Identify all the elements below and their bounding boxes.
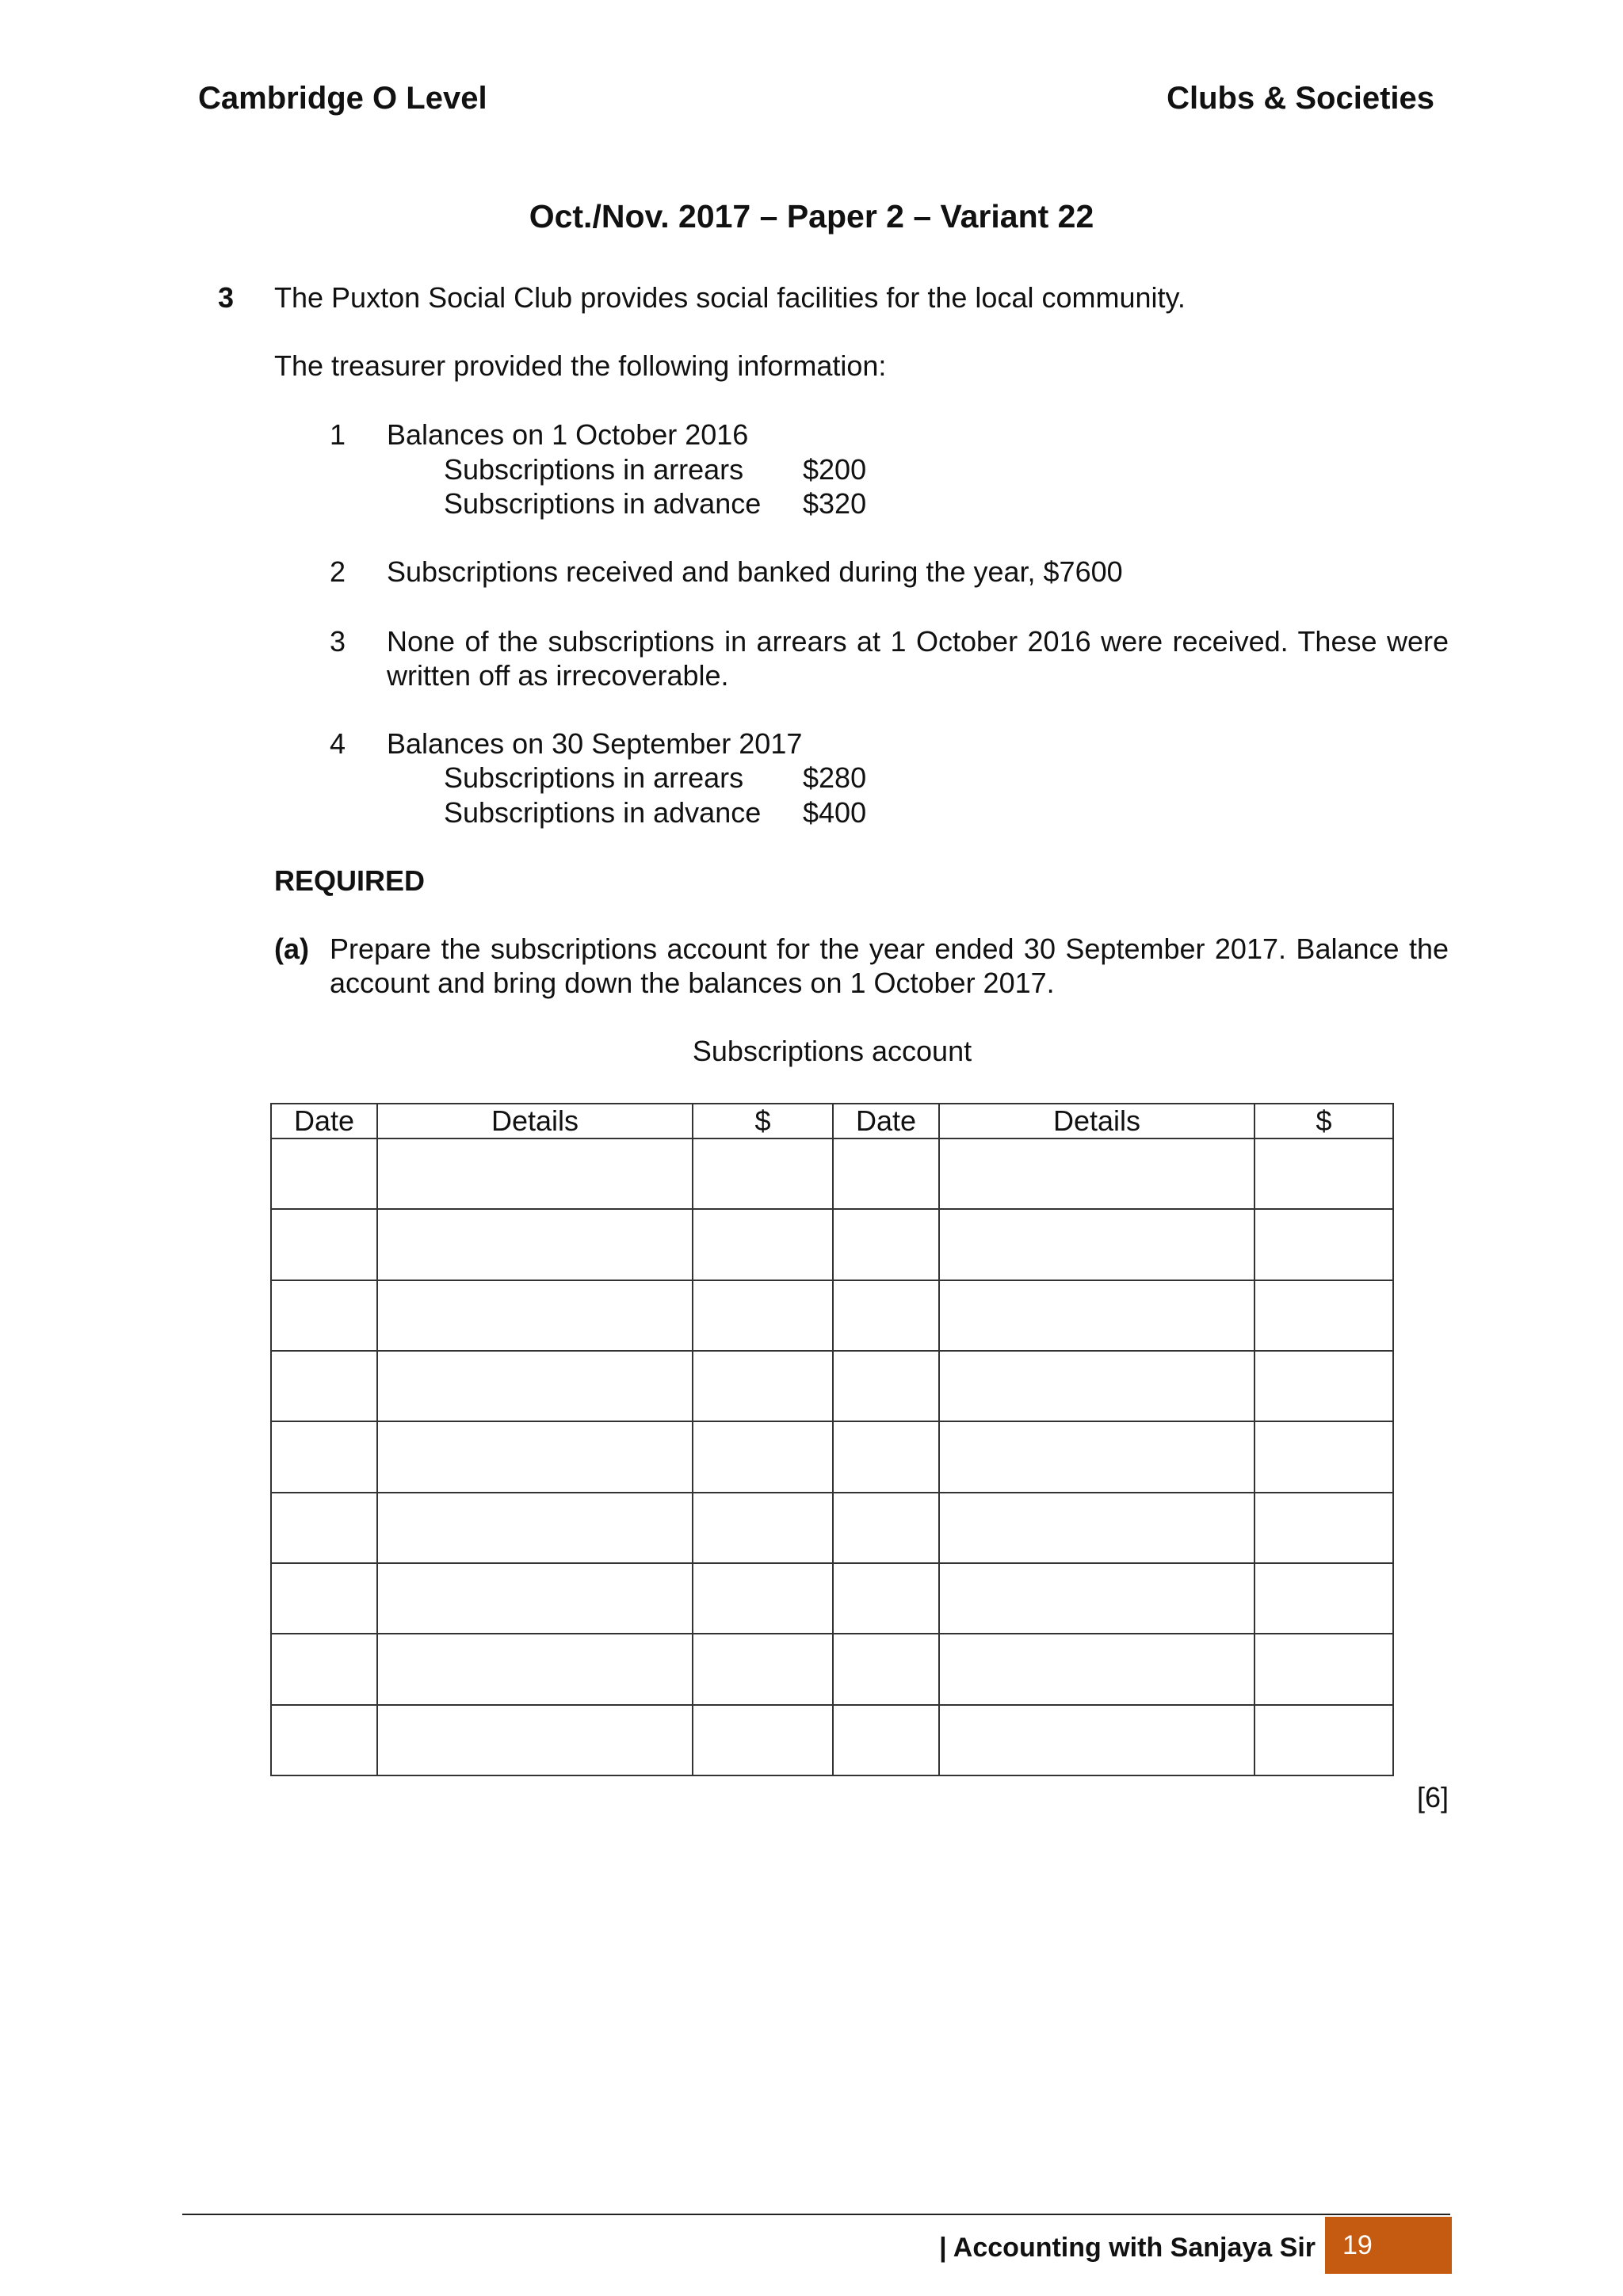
table-cell[interactable] — [939, 1493, 1254, 1563]
table-cell[interactable] — [939, 1705, 1254, 1775]
table-cell[interactable] — [377, 1138, 693, 1209]
table-row — [271, 1280, 1393, 1351]
table-cell[interactable] — [377, 1421, 693, 1492]
footer-divider — [182, 2214, 1450, 2215]
part-a-label: (a) — [274, 933, 309, 965]
table-cell[interactable] — [693, 1280, 833, 1351]
header-amount-credit: $ — [1254, 1104, 1393, 1138]
table-cell[interactable] — [377, 1634, 693, 1704]
table-cell[interactable] — [271, 1351, 377, 1421]
table-cell[interactable] — [693, 1138, 833, 1209]
table-cell[interactable] — [833, 1421, 939, 1492]
table-cell[interactable] — [693, 1421, 833, 1492]
header-details-debit: Details — [377, 1104, 693, 1138]
table-cell[interactable] — [833, 1634, 939, 1704]
table-cell[interactable] — [377, 1351, 693, 1421]
table-header-row — [271, 1104, 1393, 1138]
table-cell[interactable] — [693, 1493, 833, 1563]
marks-label: [6] — [1416, 1781, 1449, 1814]
table-cell[interactable] — [939, 1138, 1254, 1209]
page-title: Oct./Nov. 2017 – Paper 2 – Variant 22 — [529, 198, 1094, 235]
page-number: 19 — [1325, 2217, 1452, 2274]
table-cell[interactable] — [271, 1138, 377, 1209]
table-cell[interactable] — [833, 1493, 939, 1563]
required-heading: REQUIRED — [274, 864, 426, 897]
table-cell[interactable] — [693, 1634, 833, 1704]
table-row — [271, 1351, 1393, 1421]
table-cell[interactable] — [939, 1209, 1254, 1280]
table-row — [271, 1634, 1393, 1704]
table-cell[interactable] — [833, 1209, 939, 1280]
question-intro: The Puxton Social Club provides social facilities for the local community. — [274, 281, 1186, 314]
table-row — [271, 1209, 1393, 1280]
header-left: Cambridge O Level — [198, 81, 487, 116]
table-cell[interactable] — [693, 1563, 833, 1634]
item-text-1: Balances on 1 October 2016 — [387, 418, 749, 451]
item-4-line-amount: $280 — [803, 761, 867, 794]
table-row — [271, 1138, 1393, 1209]
footer-text: | Accounting with Sanjaya Sir — [939, 2233, 1316, 2263]
item-number-1: 1 — [330, 418, 346, 451]
table-cell[interactable] — [939, 1563, 1254, 1634]
question-number: 3 — [218, 281, 235, 314]
item-4-line-label: Subscriptions in advance — [444, 796, 762, 829]
table-cell[interactable] — [833, 1280, 939, 1351]
table-cell[interactable] — [377, 1705, 693, 1775]
table-cell[interactable] — [939, 1280, 1254, 1351]
table-cell[interactable] — [939, 1421, 1254, 1492]
table-row — [271, 1705, 1393, 1775]
table-cell[interactable] — [693, 1705, 833, 1775]
table-cell[interactable] — [833, 1705, 939, 1775]
header-date-debit: Date — [271, 1104, 377, 1138]
header-right: Clubs & Societies — [1167, 81, 1434, 116]
item-4-line-label: Subscriptions in arrears — [444, 761, 744, 794]
item-1-line-label: Subscriptions in advance — [444, 487, 762, 520]
table-cell[interactable] — [833, 1138, 939, 1209]
table-cell[interactable] — [271, 1209, 377, 1280]
table-cell[interactable] — [1254, 1138, 1393, 1209]
item-number-2: 2 — [330, 555, 346, 588]
item-text-2: Subscriptions received and banked during the year, $7600 — [387, 555, 1123, 588]
item-1-line-amount: $320 — [803, 487, 867, 520]
table-cell[interactable] — [833, 1563, 939, 1634]
item-number-3: 3 — [330, 625, 346, 658]
header-amount-debit: $ — [693, 1104, 833, 1138]
table-cell[interactable] — [271, 1634, 377, 1704]
table-cell[interactable] — [271, 1421, 377, 1492]
table-cell[interactable] — [1254, 1280, 1393, 1351]
table-cell[interactable] — [1254, 1351, 1393, 1421]
table-cell[interactable] — [1254, 1634, 1393, 1704]
subscriptions-account-table — [270, 1103, 1394, 1776]
table-row — [271, 1493, 1393, 1563]
item-1-line-amount: $200 — [803, 453, 867, 486]
item-text-4: Balances on 30 September 2017 — [387, 727, 803, 760]
table-cell[interactable] — [377, 1563, 693, 1634]
table-cell[interactable] — [271, 1280, 377, 1351]
part-a-text: Prepare the subscriptions account for the year ended 30 September 2017. Balance the account and bring down the balances on 1 October 2017. — [330, 933, 1449, 999]
table-cell[interactable] — [1254, 1493, 1393, 1563]
table-cell[interactable] — [377, 1493, 693, 1563]
table-cell[interactable] — [377, 1280, 693, 1351]
account-title: Subscriptions account — [692, 1035, 972, 1067]
item-4-line-amount: $400 — [803, 796, 867, 829]
table-cell[interactable] — [1254, 1563, 1393, 1634]
table-cell[interactable] — [271, 1493, 377, 1563]
table-row — [271, 1421, 1393, 1492]
table-cell[interactable] — [693, 1209, 833, 1280]
table-cell[interactable] — [939, 1351, 1254, 1421]
item-text-3: None of the subscriptions in arrears at 1 October 2016 were received. These were written off as irrecoverable. — [387, 625, 1449, 692]
question-lead: The treasurer provided the following information: — [274, 349, 887, 382]
item-1-line-label: Subscriptions in arrears — [444, 453, 744, 486]
item-number-4: 4 — [330, 727, 346, 760]
table-cell[interactable] — [1254, 1705, 1393, 1775]
header-date-credit: Date — [833, 1104, 939, 1138]
header-details-credit: Details — [939, 1104, 1254, 1138]
table-cell[interactable] — [693, 1351, 833, 1421]
table-cell[interactable] — [1254, 1209, 1393, 1280]
table-row — [271, 1563, 1393, 1634]
table-cell[interactable] — [271, 1705, 377, 1775]
table-cell[interactable] — [1254, 1421, 1393, 1492]
table-cell[interactable] — [271, 1563, 377, 1634]
table-cell[interactable] — [833, 1351, 939, 1421]
table-cell[interactable] — [939, 1634, 1254, 1704]
table-cell[interactable] — [377, 1209, 693, 1280]
